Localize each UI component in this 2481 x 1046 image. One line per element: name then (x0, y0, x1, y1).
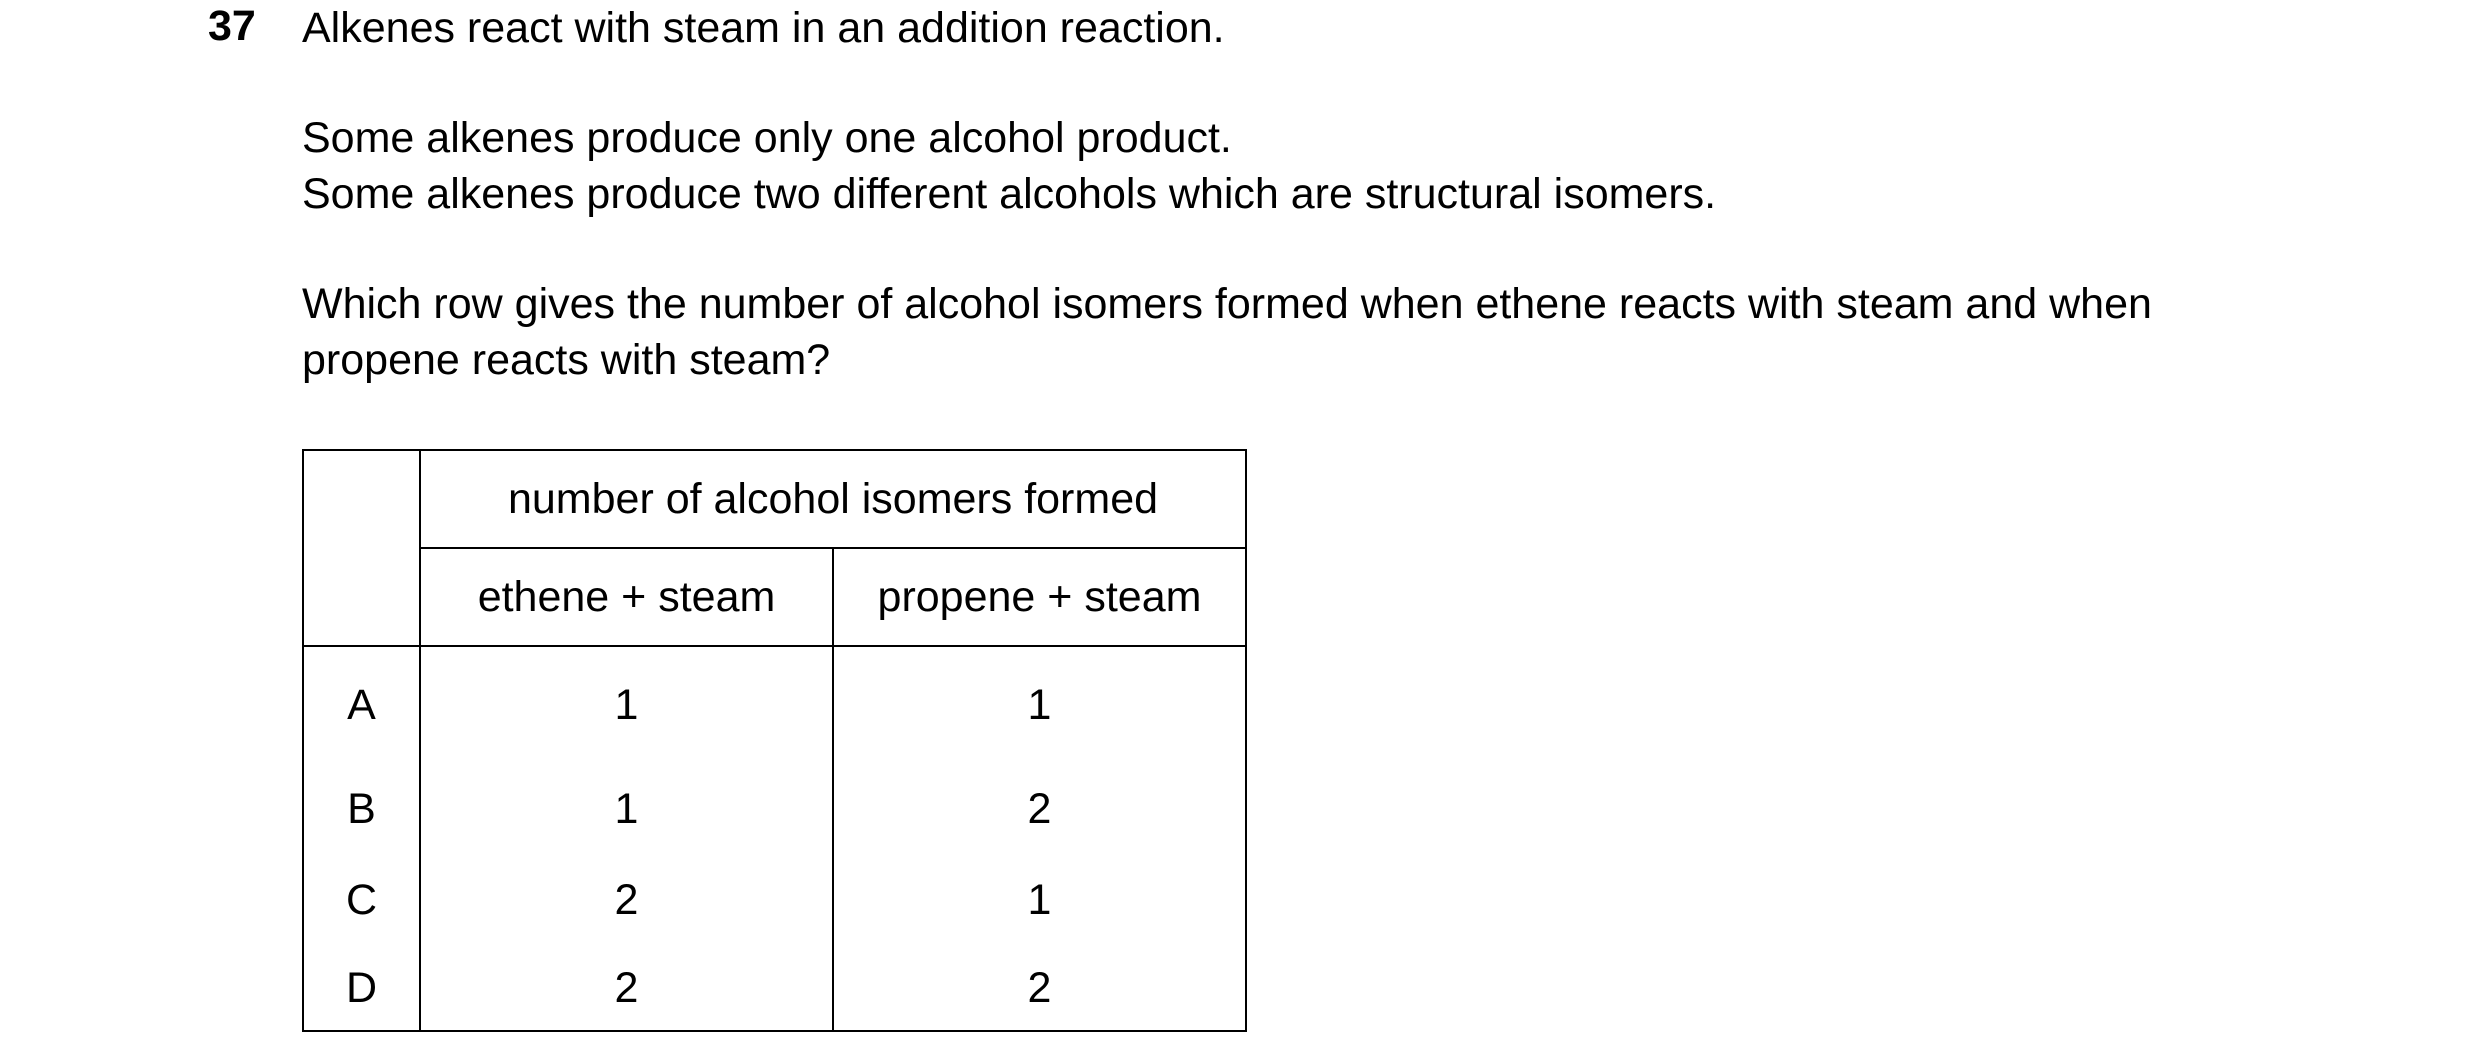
question-prompt (302, 276, 2152, 388)
answer-table (302, 449, 1247, 1032)
ethene-value: 1 (420, 646, 833, 764)
table-row (303, 646, 1246, 764)
context-line-1: Some alkenes produce only one alcohol product. (302, 114, 1232, 162)
table-header-row (303, 450, 1246, 548)
row-letter: A (303, 646, 420, 764)
table-row (303, 855, 1246, 946)
question-context (302, 110, 1716, 222)
table-row (303, 764, 1246, 855)
row-letter: D (303, 946, 420, 1031)
group-header: number of alcohol isomers formed (420, 450, 1246, 548)
context-line-2: Some alkenes produce two different alcohols which are structural isomers. (302, 170, 1717, 218)
propene-value: 1 (833, 855, 1246, 946)
ethene-value: 2 (420, 855, 833, 946)
empty-corner-cell (303, 450, 420, 646)
propene-value: 2 (833, 764, 1246, 855)
propene-header: propene + steam (833, 548, 1246, 646)
row-letter: C (303, 855, 420, 946)
prompt-line-2: propene reacts with steam? (302, 336, 831, 384)
question-intro: Alkenes react with steam in an addition reaction. (302, 4, 1225, 52)
table-row (303, 946, 1246, 1031)
ethene-value: 1 (420, 764, 833, 855)
ethene-header: ethene + steam (420, 548, 833, 646)
prompt-line-1: Which row gives the number of alcohol isomers formed when ethene reacts with steam and when (302, 280, 2152, 328)
question-number: 37 (208, 2, 256, 50)
table-subheader-row (303, 548, 1246, 646)
ethene-value: 2 (420, 946, 833, 1031)
propene-value: 1 (833, 646, 1246, 764)
propene-value: 2 (833, 946, 1246, 1031)
row-letter: B (303, 764, 420, 855)
